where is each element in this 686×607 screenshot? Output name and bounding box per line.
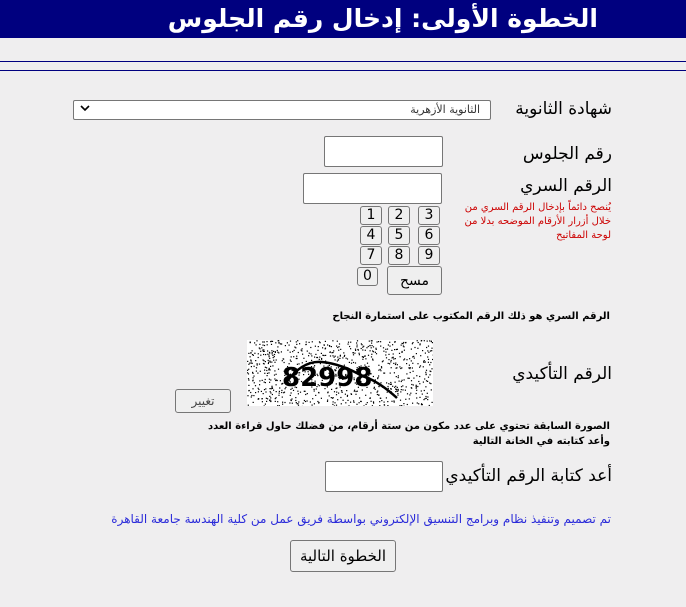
keypad-key-4[interactable]: 4 <box>360 226 382 245</box>
certificate-selected-value: الثانوية الأزهرية <box>410 103 480 116</box>
confirm-captcha-label: أعد كتابة الرقم التأكيدي <box>445 466 612 486</box>
seat-number-label: رقم الجلوس <box>522 144 612 164</box>
keypad-key-3[interactable]: 3 <box>418 206 440 225</box>
secret-number-label: الرقم السري <box>520 176 612 196</box>
captcha-digit-text: 82998 <box>282 363 373 393</box>
keypad-key-9[interactable]: 9 <box>418 246 440 265</box>
clear-button[interactable]: مسح <box>387 266 442 295</box>
next-step-button[interactable]: الخطوة التالية <box>290 540 396 572</box>
divider-bottom <box>0 70 686 71</box>
change-captcha-button[interactable]: تغيير <box>175 389 231 413</box>
keypad-key-7[interactable]: 7 <box>360 246 382 265</box>
hint-line: يُنصح دائماً بإدخال الرقم السري من <box>464 202 611 213</box>
keypad-key-1[interactable]: 1 <box>360 206 382 225</box>
captcha-label: الرقم التأكيدي <box>512 364 612 384</box>
keypad-key-0[interactable]: 0 <box>357 267 378 286</box>
captcha-image <box>247 340 433 406</box>
hint-line: خلال أزرار الأرقام الموضحه بدلا من <box>464 216 611 227</box>
captcha-note-line: الصورة السابقة تحتوي على عدد مكون من ستة أرقام، من فضلك حاول قراءة العدد <box>208 421 610 432</box>
keypad-key-6[interactable]: 6 <box>418 226 440 245</box>
seat-number-input[interactable] <box>324 136 443 167</box>
captcha-note <box>70 419 610 449</box>
secret-number-input[interactable] <box>303 173 442 204</box>
captcha-note-line: وأعد كتابته في الخانة التالية <box>472 436 610 447</box>
secret-number-explanation: الرقم السري هو ذلك الرقم المكتوب على استمارة النجاح <box>332 311 610 322</box>
footer-credit: تم تصميم وتنفيذ نظام وبرامج التنسيق الإلكتروني بواسطة فريق عمل من كلية الهندسة جامعة القاهرة <box>111 512 611 526</box>
page-title: الخطوة الأولى: إدخال رقم الجلوس <box>0 0 686 38</box>
certificate-label: شهادة الثانوية <box>515 99 612 119</box>
confirm-captcha-input[interactable] <box>325 461 443 492</box>
chevron-down-icon <box>80 104 90 115</box>
keypad-key-5[interactable]: 5 <box>388 226 410 245</box>
divider-top <box>0 61 686 62</box>
hint-line: لوحة المفاتيح <box>556 230 611 241</box>
keypad-key-8[interactable]: 8 <box>388 246 410 265</box>
keypad-key-2[interactable]: 2 <box>388 206 410 225</box>
certificate-select[interactable] <box>73 100 491 120</box>
secret-number-hint <box>441 201 611 243</box>
